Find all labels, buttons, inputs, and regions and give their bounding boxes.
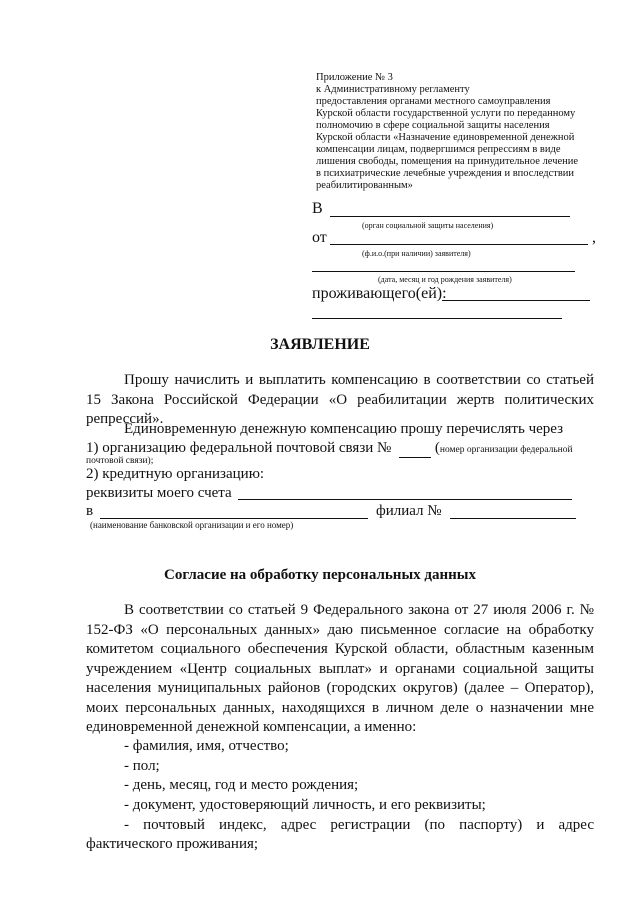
appendix-line: Курской области «Назначение единовременной денежной (316, 132, 575, 143)
from-comma: , (592, 229, 596, 246)
appendix-line: в психиатрические лечебные учреждения и впоследствии (316, 168, 575, 179)
consent-item: - пол; (124, 757, 160, 774)
consent-line: моих персональных данных, находящихся в личном деле о назначении мне (86, 699, 594, 716)
consent-item: - день, месяц, год и место рождения; (124, 777, 359, 793)
application-para-1: Прошу начислить и выплатить компенсацию в соответствии со статьей 15 Закона Российской Федерации «О реабилитации жертв политических репрессий». (86, 372, 594, 427)
appendix-line: Приложение № 3 (316, 72, 393, 83)
from-caption: (ф.и.о.(при наличии) заявителя) (362, 249, 471, 258)
postal-number-field[interactable] (399, 440, 431, 458)
appendix-line: Курской области государственной услуги по переданному (316, 108, 576, 119)
consent-item: - почтовый индекс, адрес регистрации (по паспорту) и адрес (124, 817, 594, 833)
appendix-line: компенсации лицам, подвергшимся репрессиям в виде (316, 144, 561, 155)
dob-field-line[interactable] (312, 271, 575, 272)
application-title: ЗАЯВЛЕНИЕ (270, 336, 370, 353)
account-field-line[interactable] (238, 499, 572, 500)
consent-line: единовременной денежной компенсации, а именно: (86, 719, 417, 735)
residing-field-line-2[interactable] (312, 318, 562, 319)
option-2-label: 2) кредитную организацию: (86, 466, 265, 482)
dob-caption: (дата, месяц и год рождения заявителя) (378, 275, 512, 284)
option-1-paren: ( (434, 440, 440, 456)
residing-label: проживающего(ей): (312, 285, 447, 302)
consent-title: Согласие на обработку персональных данных (163, 567, 476, 583)
to-field-line[interactable] (330, 216, 570, 217)
appendix-line: реабилитированным» (316, 180, 413, 191)
appendix-line: к Административному регламенту (316, 84, 470, 95)
account-label: реквизиты моего счета (86, 485, 232, 501)
consent-line: комитетом социального обеспечения Курской области, областным казенным (86, 641, 594, 657)
option-1-row (86, 440, 573, 458)
bank-prefix: в (86, 503, 94, 519)
residing-field-line[interactable] (442, 300, 590, 301)
consent-item: - фамилия, имя, отчество; (124, 738, 289, 754)
consent-line: учреждением «Центр социальных выплат» и органами социальной защиты (86, 660, 594, 677)
appendix-line: предоставления органами местного самоуправления (316, 96, 551, 107)
option-1-hint-cont: почтовой связи); (86, 456, 154, 466)
consent-line: населения муниципальных районов (городских округов) (далее – Оператор), (86, 680, 594, 696)
from-label: от (312, 229, 327, 246)
consent-line: В соответствии со статьей 9 Федерального закона от 27 июля 2006 г. № (124, 602, 594, 618)
option-1-hint: номер организации федеральной (439, 445, 573, 455)
from-field-line[interactable] (330, 244, 588, 245)
appendix-line: лишения свободы, помещения на принудительное лечение (316, 156, 579, 167)
branch-number-field-line[interactable] (450, 518, 576, 519)
branch-label: филиал № (376, 503, 442, 519)
to-caption: (орган социальной защиты населения) (362, 221, 494, 230)
consent-line: 152-ФЗ «О персональных данных» даю письменное согласие на обработку (86, 621, 594, 638)
bank-caption: (наименование банковской организации и его номер) (90, 520, 294, 530)
appendix-block (316, 72, 606, 192)
option-1-label: 1) организацию федеральной почтовой связи № (86, 440, 392, 456)
consent-item: - документ, удостоверяющий личность, и его реквизиты; (124, 796, 486, 813)
bank-name-field-line[interactable] (100, 518, 368, 519)
application-para-2: Единовременную денежную компенсацию прошу перечислять через (124, 421, 564, 437)
appendix-line: полномочию в сфере социальной защиты населения (316, 120, 550, 131)
to-label: В (312, 200, 323, 217)
consent-last-line: фактического проживания; (86, 835, 259, 852)
